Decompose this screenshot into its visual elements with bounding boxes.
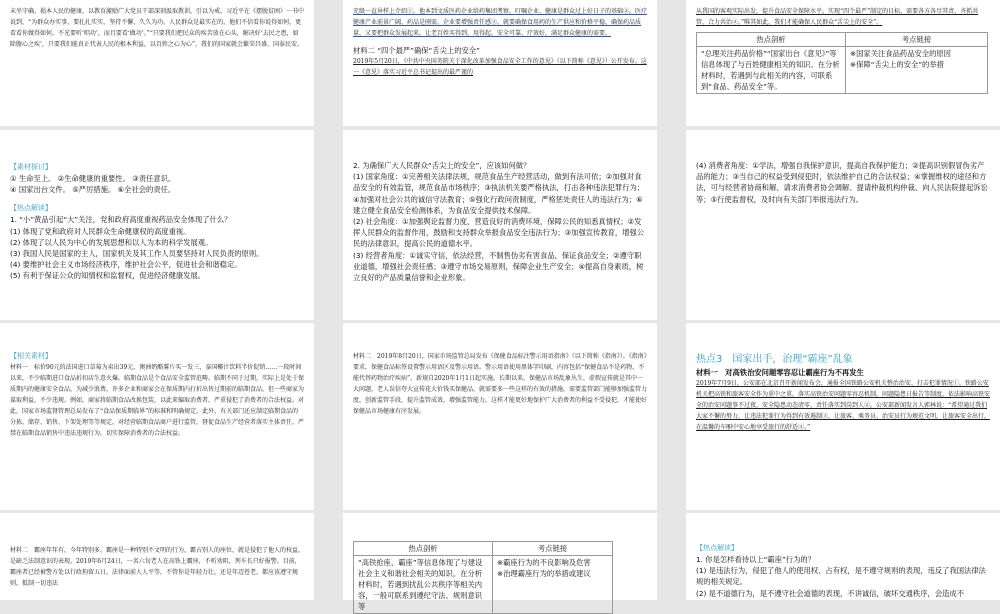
answer: (1) 是违法行为，侵犯了他人的使用权、占有权，是不遵守规则的表现，违反了我国法律法规的相关规定。 xyxy=(696,566,986,587)
link-item: ※治理霸座行为的举措或建议 xyxy=(497,569,591,578)
slide-1 xyxy=(0,0,314,126)
answer: (3) 我国人民是国家的主人，国家机关及其工作人员要坚持对人民负责的原则。 xyxy=(10,249,264,259)
slide-8 xyxy=(343,323,657,510)
list-item: ① 生命至上。 ②生命健康的重要性。 ③责任意识。 xyxy=(10,174,176,183)
slide-10 xyxy=(0,513,314,600)
question: 2. 为确保广大人民群众“舌尖上的安全”，应该如何做？ xyxy=(353,161,531,170)
table-header-link: 考点链接 xyxy=(493,542,613,556)
analysis-table xyxy=(696,32,988,94)
analysis-table xyxy=(353,541,613,614)
link-item: ※霸座行为的不良影响及危害 xyxy=(497,558,591,567)
answer: (1) 体现了党和政府对人民群众生命健康权的高度重视。 xyxy=(10,226,191,236)
answer: (4) 要维护社会主义市场经济秩序，维护社会公平，促进社会和谐稳定。 xyxy=(10,260,242,270)
section-title: 【热点解读】 xyxy=(696,544,738,552)
answer: (2) 体现了以人民为中心的发展思想和以人为本的科学发展观。 xyxy=(10,237,213,247)
link-item: ※国家关注食品药品安全的原因 xyxy=(850,49,951,58)
table-cell-link xyxy=(846,47,988,94)
table-header-analysis: 热点剖析 xyxy=(354,542,493,556)
slide-9 xyxy=(686,323,1000,510)
table-cell-analysis: “高铁抢座、霸座”等信息体现了与建设社会主义和谐社会相关的知识。在分析材料时，若遇到扰乱公共秩序等相关内容，一般可联系到遵纪守法、规则意识等 xyxy=(354,556,493,614)
slide-6 xyxy=(686,130,1000,320)
table-header-link: 考点链接 xyxy=(846,33,988,47)
slide-5 xyxy=(343,130,657,320)
table-cell-analysis: “总理关注药品价格”“国家出台《意见》”等信息体现了与百姓健康相关的知识。在分析材料时，若遇到与此相关的内容，可联系到“食品、药品安全”等。 xyxy=(697,47,846,94)
slide-11 xyxy=(343,513,657,611)
material-text-top: 从我国的客观实际出发，提升食品安全保障水平。实现“四个最严”制定的目标，需要各方各尽其责、齐抓共管、合力共治④。”唯其如此，我们才能确保人民群众“舌尖上的安全”。 xyxy=(696,8,979,26)
material-text: 材料二 霸座年年有，今年特别多。霸座是一种特别不文明的行为，霸占别人的座位，就是侵犯了他人的权益，是缺乏法制意识的表现。2019年6月24日，一名六旬老人在高铁上霸座，不听劝阻，列车长只好报警。目前，霸座者已经被警方处以行政拘留五日。法律面前人人平等，不管你是年轻力壮，还是年迈苍老，都应该遵守规则，抵制一切违法 xyxy=(10,547,305,587)
section-title: 【热点解读】 xyxy=(10,204,52,213)
slide-7 xyxy=(0,323,314,510)
slide-4 xyxy=(0,130,314,320)
link-item: ※保障“舌尖上的安全”的举措 xyxy=(850,60,944,69)
material-text: 2019年7月9日，公安部在北京召开新闻发布会，通报全国铁路公安机关整治治安、打击犯罪情况①。铁路公安机关把高铁和旅客安全作为重中之重，落实高铁治安问题零容忍机制，问题隐患日报告等制度，依法影响高铁安全的治安问题事不过夜、安全隐患动态清零、责任落实到岗到人②。公安部新闻发言人郭林说：“希望通过我们大家不懈的努力，让违法犯罪行为得到有效遏制③，让旅客、乘务员、治安员行为规范文明，让旅客安全出行，在温馨的车厢中安心地享受旅行的舒适④。” xyxy=(696,380,991,432)
answer: (2) 是不道德行为，是不遵守社会道德的表现，不讲诚信，破坏交通秩序，会造成不 xyxy=(696,588,965,598)
answer: (4) 消费者角度：①学法，增强自我保护意识，提高自我保护能力；②提高识别假冒伪劣产品的能力；③当自己的权益受到侵犯时，依法维护自己的合法权益；④掌握维权的途径和方法，可与经营者协商和解、请求消费者协会调解、提请仲裁机构仲裁、向人民法院提起诉讼等；⑤行使监督权，及时向有关部门举报违法行为。 xyxy=(696,161,988,204)
material-title: 材料二 “四个最严”确保“舌尖上的安全” xyxy=(353,46,480,55)
list-item: ④ 国家出台文件。 ⑤严厉措施。 ⑥全社会的责任。 xyxy=(10,185,176,195)
answer: (1) 国家角度：①完善相关法律法规，规范食品生产经营活动，做到有法可依；②加强对食品安全的有效监管，规范食品市场秩序；③执法机关要严格执法，打击各种违法犯罪行为；④加强对社会公共的诚信守法教育；⑤强化行政问责制度，严格惩处责任人的违法行为；⑥建立健全食品安全检测体系，为食品安全提供技术保障。 xyxy=(353,172,645,215)
answer: (2) 社会角度：①加强舆论监督力度，营造良好的消费环境，保障公民的知悉真情权；②发挥人民群众的监督作用，鼓励和支持群众举报食品安全违法行为；③加强宣传教育，增强公民的法律意识，提高公民的道德水平。 xyxy=(353,217,645,249)
material-text: 材料一 标价90元的法国进口草莓为卖出39元，澳洲奶酪薯片买一发三，泰国椰汁饮料半价促销……一段时间以来，不少临期进口食品折扣店生意火爆。临期食品是个食品安全监管范畴。临期不同于过期，实际上是处于保质期内的健康安全食品，为减少浪费，许多企业和商家会在保质期内打折出售过期前的临期食品，但一些商家为谋取利益，不少违规。例如，商家将临期食品改换包装，以此来骗取消费者，严重侵犯了消费者的合法权益。对此，国家市场监督管理总局发布了“食品保质期临界”的标准和明确规定。此外，有关部门还应制定临期食品的分拣、储存、销售、下架处理等等规定，对经营临期食品商户进行监管，督促食品生产经营者落实主体责任，严禁在临期食品销售中违法违规行为，切实保障消费者的合法权益。 xyxy=(10,364,305,437)
material-text-top: 充级一直异样上介绍①。他本到文质医药企业给药集团考察，叮嘱企业，健康是群众过上好日子的基础②。医疗健康产业前景广阔，药品是刚需，企业要增强责任感③，就要确保食用药的生产供应和价格平稳，确保药品质量，又要把群众发展起来，让老百姓买得到、用得起、安全可靠、疗效好，满足群众健康的需要。 xyxy=(353,8,648,37)
slide-2 xyxy=(343,0,657,126)
table-cell-link xyxy=(493,556,613,614)
question: 1. “小”黄品引起“大”关注，党和政府高度重视药品安全体现了什么？ xyxy=(10,215,232,225)
table-header-analysis: 热点剖析 xyxy=(697,33,846,47)
material-text: 材料二 2019年8月20日，国家市场监管总局发布《保健食品标注警示用语指南》（以下简称《指南》）。《指南》要求，保健食品标签设置警示用语区及警示用语。警示用语使用黑体字印刷，内容包括“保健食品不是药物，不能代替药物治疗疾病”，新规自2020年1月1日起实施。长期以来，保健品市场乱象丛生，虚假宣传就是其中一大问题，老人误信夸大宣传花大价钱买保健品，就需要多一些这样的有效的措施，需要监管部门能够加强监管力度，创新监管手段，提升监管成效，增强监管能力，这样才能更好地保护广大消费者的利益不受侵犯，才能使好保健品市场健康有序发展。 xyxy=(353,353,648,415)
answer: (5) 有利于保证公众的知情权和监督权，促进经济健康发展。 xyxy=(10,271,206,281)
slide-3 xyxy=(686,0,1000,126)
material-title: 材料一 对高铁治安问题零容忍让霸座行为不再发生 xyxy=(696,368,864,377)
section-title: 【相关素材】 xyxy=(10,352,52,360)
hot-topic-title: 热点3 国家出手，治理“霸座”乱象 xyxy=(696,354,853,365)
slide-12 xyxy=(686,513,1000,600)
answer: (3) 经营者角度：①诚实守信，依法经营，不制售伪劣有害食品，保证食品安全；②遵守职业道德，增强社会责任感；③遵守市场交易原则，保障企业生产安全；④提高自身素质，树立良好的产品质量信誉和企业形象。 xyxy=(353,250,644,283)
material-text: 2019年5月20日，《中共中央国务院关于深化改革加强食品安全工作的意见》（以下简称《意见》）公开发布。这一《意见》落实习近平总书记提出的最严谨的 xyxy=(353,58,647,77)
question: 1. 你是怎样看待以上“霸座”行为的？ xyxy=(696,555,815,564)
material-text: 未坐守确、损本人民的健康，以教育激励广大党员干部深刻汲取教训，引以为戒。习近平在《摆脱贫困》一书中说到，“为群众办实事，要扎扎实实，坚持不懈，久久为功。人民群众是最实在的，他们不信看你说得如何，更看看你做得如何。不光要听‘唱功’，而且要看‘做功’。”“只要我们把民众的疾苦放在心头，解决好‘去民之患，如除腹心之疾’，只要我们能真正代表人民的根本利益，以百姓之心为心”，我们的国家就会繁荣昌盛、国泰民安。 xyxy=(10,8,305,48)
section-title: 【素材探讨】 xyxy=(10,163,52,171)
